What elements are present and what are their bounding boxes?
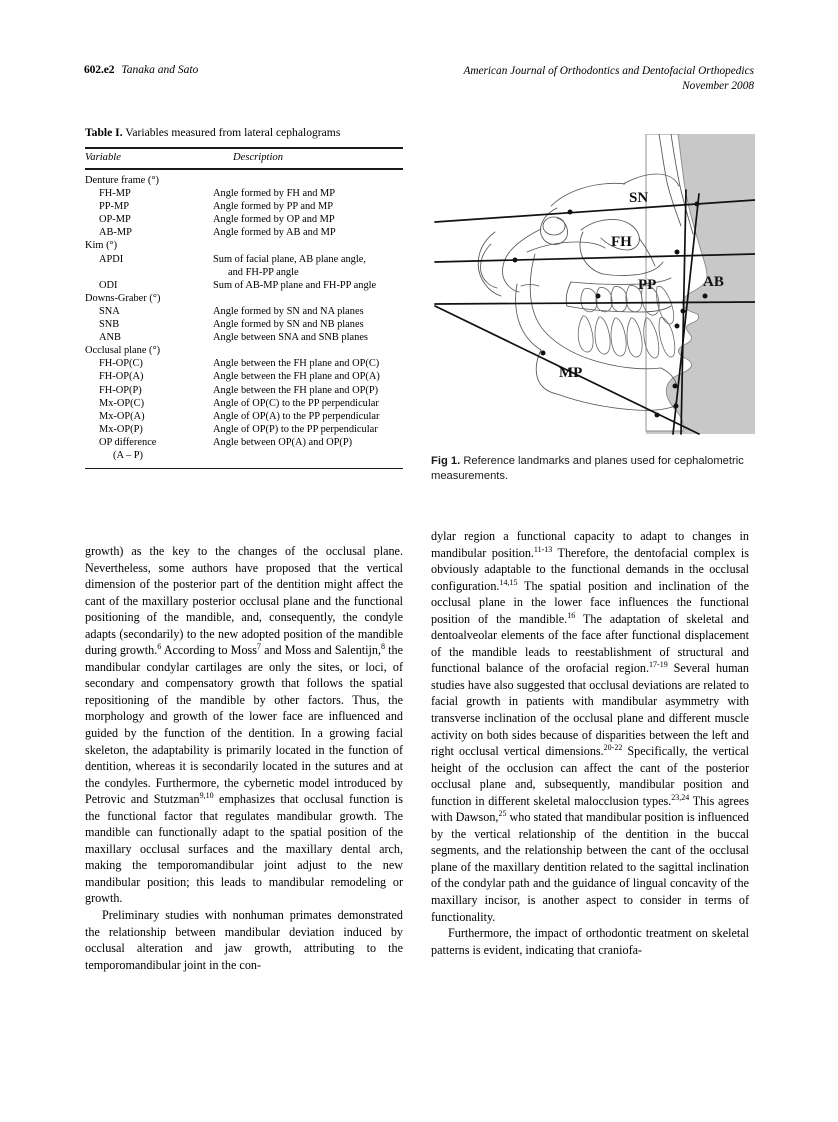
figure-1 bbox=[431, 134, 755, 483]
table-row bbox=[85, 188, 403, 201]
table-cell-variable: SNB bbox=[99, 319, 120, 331]
table-cell-description: Angle of OP(C) to the PP perpendicular bbox=[213, 397, 379, 409]
table-cell-description: Angle formed by PP and MP bbox=[213, 201, 333, 213]
table-cell-variable: Occlusal plane (°) bbox=[85, 345, 161, 357]
table-row bbox=[85, 267, 403, 280]
table-cell-variable: ODI bbox=[99, 279, 118, 291]
body-paragraph: Furthermore, the impact of orthodontic treatment on skeletal patterns is evident, indicating that craniofa- bbox=[431, 926, 749, 957]
table-cell-variable: OP-MP bbox=[99, 214, 131, 226]
table-cell-description: Angle formed by SN and NB planes bbox=[213, 319, 364, 331]
table-caption bbox=[85, 126, 403, 139]
body-column-right bbox=[431, 528, 749, 958]
table-cell-variable: Kim (°) bbox=[85, 240, 118, 252]
table-cell-variable: Mx-OP(P) bbox=[99, 423, 143, 435]
table-cell-variable: FH-OP(P) bbox=[99, 384, 142, 396]
citation-reference: 6 bbox=[157, 642, 162, 652]
table-cell-variable: OP difference bbox=[99, 436, 157, 448]
table-cell-description: Sum of AB-MP plane and FH-PP angle bbox=[213, 279, 377, 291]
table-row bbox=[85, 371, 403, 384]
running-head bbox=[84, 64, 754, 104]
citation-reference: 16 bbox=[567, 610, 576, 620]
citation-reference: 20-22 bbox=[603, 743, 623, 753]
table-row bbox=[85, 385, 403, 398]
table-cell-description: Angle formed by AB and MP bbox=[213, 227, 336, 239]
table-cell-variable: Denture frame (°) bbox=[85, 175, 159, 186]
running-head-right bbox=[463, 64, 754, 94]
table-row bbox=[85, 227, 403, 240]
citation-reference: 11-13 bbox=[533, 544, 553, 554]
table-row bbox=[85, 293, 403, 306]
table-cell-variable: SNA bbox=[99, 305, 120, 317]
table-cell-variable: PP-MP bbox=[99, 201, 130, 213]
plane-label-pp: PP bbox=[638, 277, 657, 293]
table-cell-variable: ANB bbox=[99, 332, 121, 344]
figure-caption-text: Reference landmarks and planes used for cephalometric measurements. bbox=[431, 455, 744, 482]
citation-reference: 25 bbox=[498, 809, 507, 819]
table-cell-description: Angle between the FH plane and OP(C) bbox=[213, 358, 380, 370]
table-row bbox=[85, 345, 403, 358]
table-body bbox=[85, 170, 403, 468]
table-cell-description: Sum of facial plane, AB plane angle, bbox=[213, 253, 366, 265]
running-head-left bbox=[84, 64, 198, 76]
citation-reference: 9,10 bbox=[199, 791, 214, 801]
plane-label-sn: SN bbox=[629, 190, 649, 206]
figure-caption bbox=[431, 454, 747, 483]
table-cell-variable: AB-MP bbox=[99, 227, 132, 239]
table-cell-variable: FH-OP(A) bbox=[99, 371, 144, 383]
table-cell-variable: (A – P) bbox=[113, 449, 144, 461]
table-cell-description: Angle of OP(A) to the PP perpendicular bbox=[213, 410, 380, 422]
table-row bbox=[85, 319, 403, 332]
table-cell-description: Angle of OP(P) to the PP perpendicular bbox=[213, 423, 378, 435]
table-row bbox=[85, 306, 403, 319]
body-paragraph: Preliminary studies with nonhuman primates demonstrated the relationship between mandibular deviation induced by occlusal alteration and jaw growth, attributing to the temporomandibular joint in the con- bbox=[85, 908, 403, 972]
table-cell-description: Angle between the FH plane and OP(P) bbox=[213, 384, 379, 396]
table-title: Variables measured from lateral cephalograms bbox=[125, 126, 341, 139]
table-cell-variable: Mx-OP(A) bbox=[99, 410, 145, 422]
cephalogram-tracing bbox=[431, 134, 755, 445]
table-cell-variable: FH-MP bbox=[99, 188, 131, 200]
figure-label: Fig 1. bbox=[431, 455, 461, 467]
citation-reference: 23,24 bbox=[671, 792, 690, 802]
table-row bbox=[85, 398, 403, 411]
table-cell-description: Angle between OP(A) and OP(P) bbox=[213, 436, 353, 448]
table-row bbox=[85, 358, 403, 371]
table-cell-variable: APDI bbox=[99, 253, 124, 265]
table-cell-description: Angle between SNA and SNB planes bbox=[213, 332, 368, 344]
table-cell-variable: FH-OP(C) bbox=[99, 358, 143, 370]
table-row bbox=[85, 175, 403, 188]
plane-label-fh: FH bbox=[611, 234, 632, 250]
table-row bbox=[85, 411, 403, 424]
page-folio: 602.e2 bbox=[84, 64, 115, 76]
table-i bbox=[85, 126, 403, 469]
citation-reference: 8 bbox=[381, 642, 386, 652]
table-row bbox=[85, 280, 403, 293]
plane-label-mp: MP bbox=[559, 365, 583, 381]
table-row bbox=[85, 450, 403, 463]
running-head-authors: Tanaka and Sato bbox=[121, 64, 199, 76]
plane-label-ab: AB bbox=[703, 274, 724, 290]
body-paragraph: dylar region a functional capacity to adapt to changes in mandibular position.$^{11-13}$ Therefore, the dentofacial complex is obviously adaptable to the functional demands in the occlusal configuration.$^{14,15}$ The spatial position and inclination of the occlusal plane in the lower face influences the functional position of the mandible.$^{16}$ The adaptation of skeletal and dentoalveolar elements of the face after functional displacement of the mandible leads to reestablishment of structural and functional balance of the orofacial region.$^{17-19}$ Several human studies have also suggested that occlusal deviations are related to facial growth in patients with mandibular asymmetry with transverse inclination of the occlusal plane and different muscle activity on both sides because of disparities between the left and right occlusal vertical dimensions.$^{20-22}$ Specifically, the vertical height of the occlusion can affect the cant of the posterior occlusal plane and, subsequently, mandibular position and function in different skeletal malocclusion types.$^{23,24}$ This agrees with Dawson,$^{25}$ who stated that mandibular position is influenced by the vertical relationship of the dentition in the buccal segments, and the relationship between the cant of the occlusal plane of the maxillary dentition related to the sagittal inclination of the condylar path and the guidance of lingual concavity of the maxillary incisor, is another aspect to consider in terms of functionality. bbox=[431, 529, 750, 924]
body-column-left bbox=[85, 543, 403, 973]
table-cell-description: Angle formed by OP and MP bbox=[213, 214, 335, 226]
table-row bbox=[85, 437, 403, 450]
column-header-variable: Variable bbox=[85, 152, 121, 163]
table-cell-description: and FH-PP angle bbox=[228, 266, 299, 278]
column-header-description: Description bbox=[233, 152, 284, 163]
table-cell-variable: Downs-Graber (°) bbox=[85, 292, 161, 304]
citation-reference: 7 bbox=[256, 642, 261, 652]
table-row bbox=[85, 214, 403, 227]
body-paragraph: growth) as the key to the changes of the occlusal plane. Nevertheless, some authors have proposed that the vertical dimension of the posterior part of the dentition might affect the cant of the maxillary posterior occlusal plane and the functional positioning of the mandible, and, consequently, the condyle adapts (secondarily) to the new adopted position of the mandible during growth.$^6$ According to Moss$^7$ and Moss and Salentijn,$^8$ the mandibular condylar cartilages are only the sites, or loci, of secondary and compensatory growth that follows the spatial repositioning of the mandible by other factors. Thus, the morphology and growth of the lower face are influenced and guided by the function of the dentition. In a growing facial skeleton, the adaptability is primarily located in the function of dentition, whereas it is secondarily located in the sutures and at the condyles. Furthermore, the cybernetic model introduced by Petrovic and Stutzman$^{9,10}$ emphasizes that occlusal function is the functional factor that regulates mandibular growth. The mandible can functionally adapt to the spatial position of the maxillary occlusal surfaces and the maxillary dental arch, making the temporomandibular joint adjust to the new mandibular position; this leads to mandibular remodeling or growth. bbox=[85, 544, 404, 906]
table-cell-variable: Mx-OP(C) bbox=[99, 397, 145, 409]
table-row bbox=[85, 254, 403, 267]
citation-reference: 17-19 bbox=[649, 660, 668, 670]
table-row bbox=[85, 240, 403, 253]
table-cell-description: Angle formed by SN and NA planes bbox=[213, 305, 364, 317]
table-cell-description: Angle between the FH plane and OP(A) bbox=[213, 371, 380, 383]
citation-reference: 14,15 bbox=[499, 577, 518, 587]
table-row bbox=[85, 201, 403, 214]
issue-date: November 2008 bbox=[682, 80, 754, 92]
table-header-row bbox=[85, 149, 403, 168]
table-label: Table I. bbox=[85, 126, 123, 139]
table-row bbox=[85, 424, 403, 437]
journal-name: American Journal of Orthodontics and Dentofacial Orthopedics bbox=[463, 65, 754, 77]
table-row bbox=[85, 332, 403, 345]
table-bottom-rule bbox=[85, 468, 403, 469]
table-cell-description: Angle formed by FH and MP bbox=[213, 188, 336, 200]
